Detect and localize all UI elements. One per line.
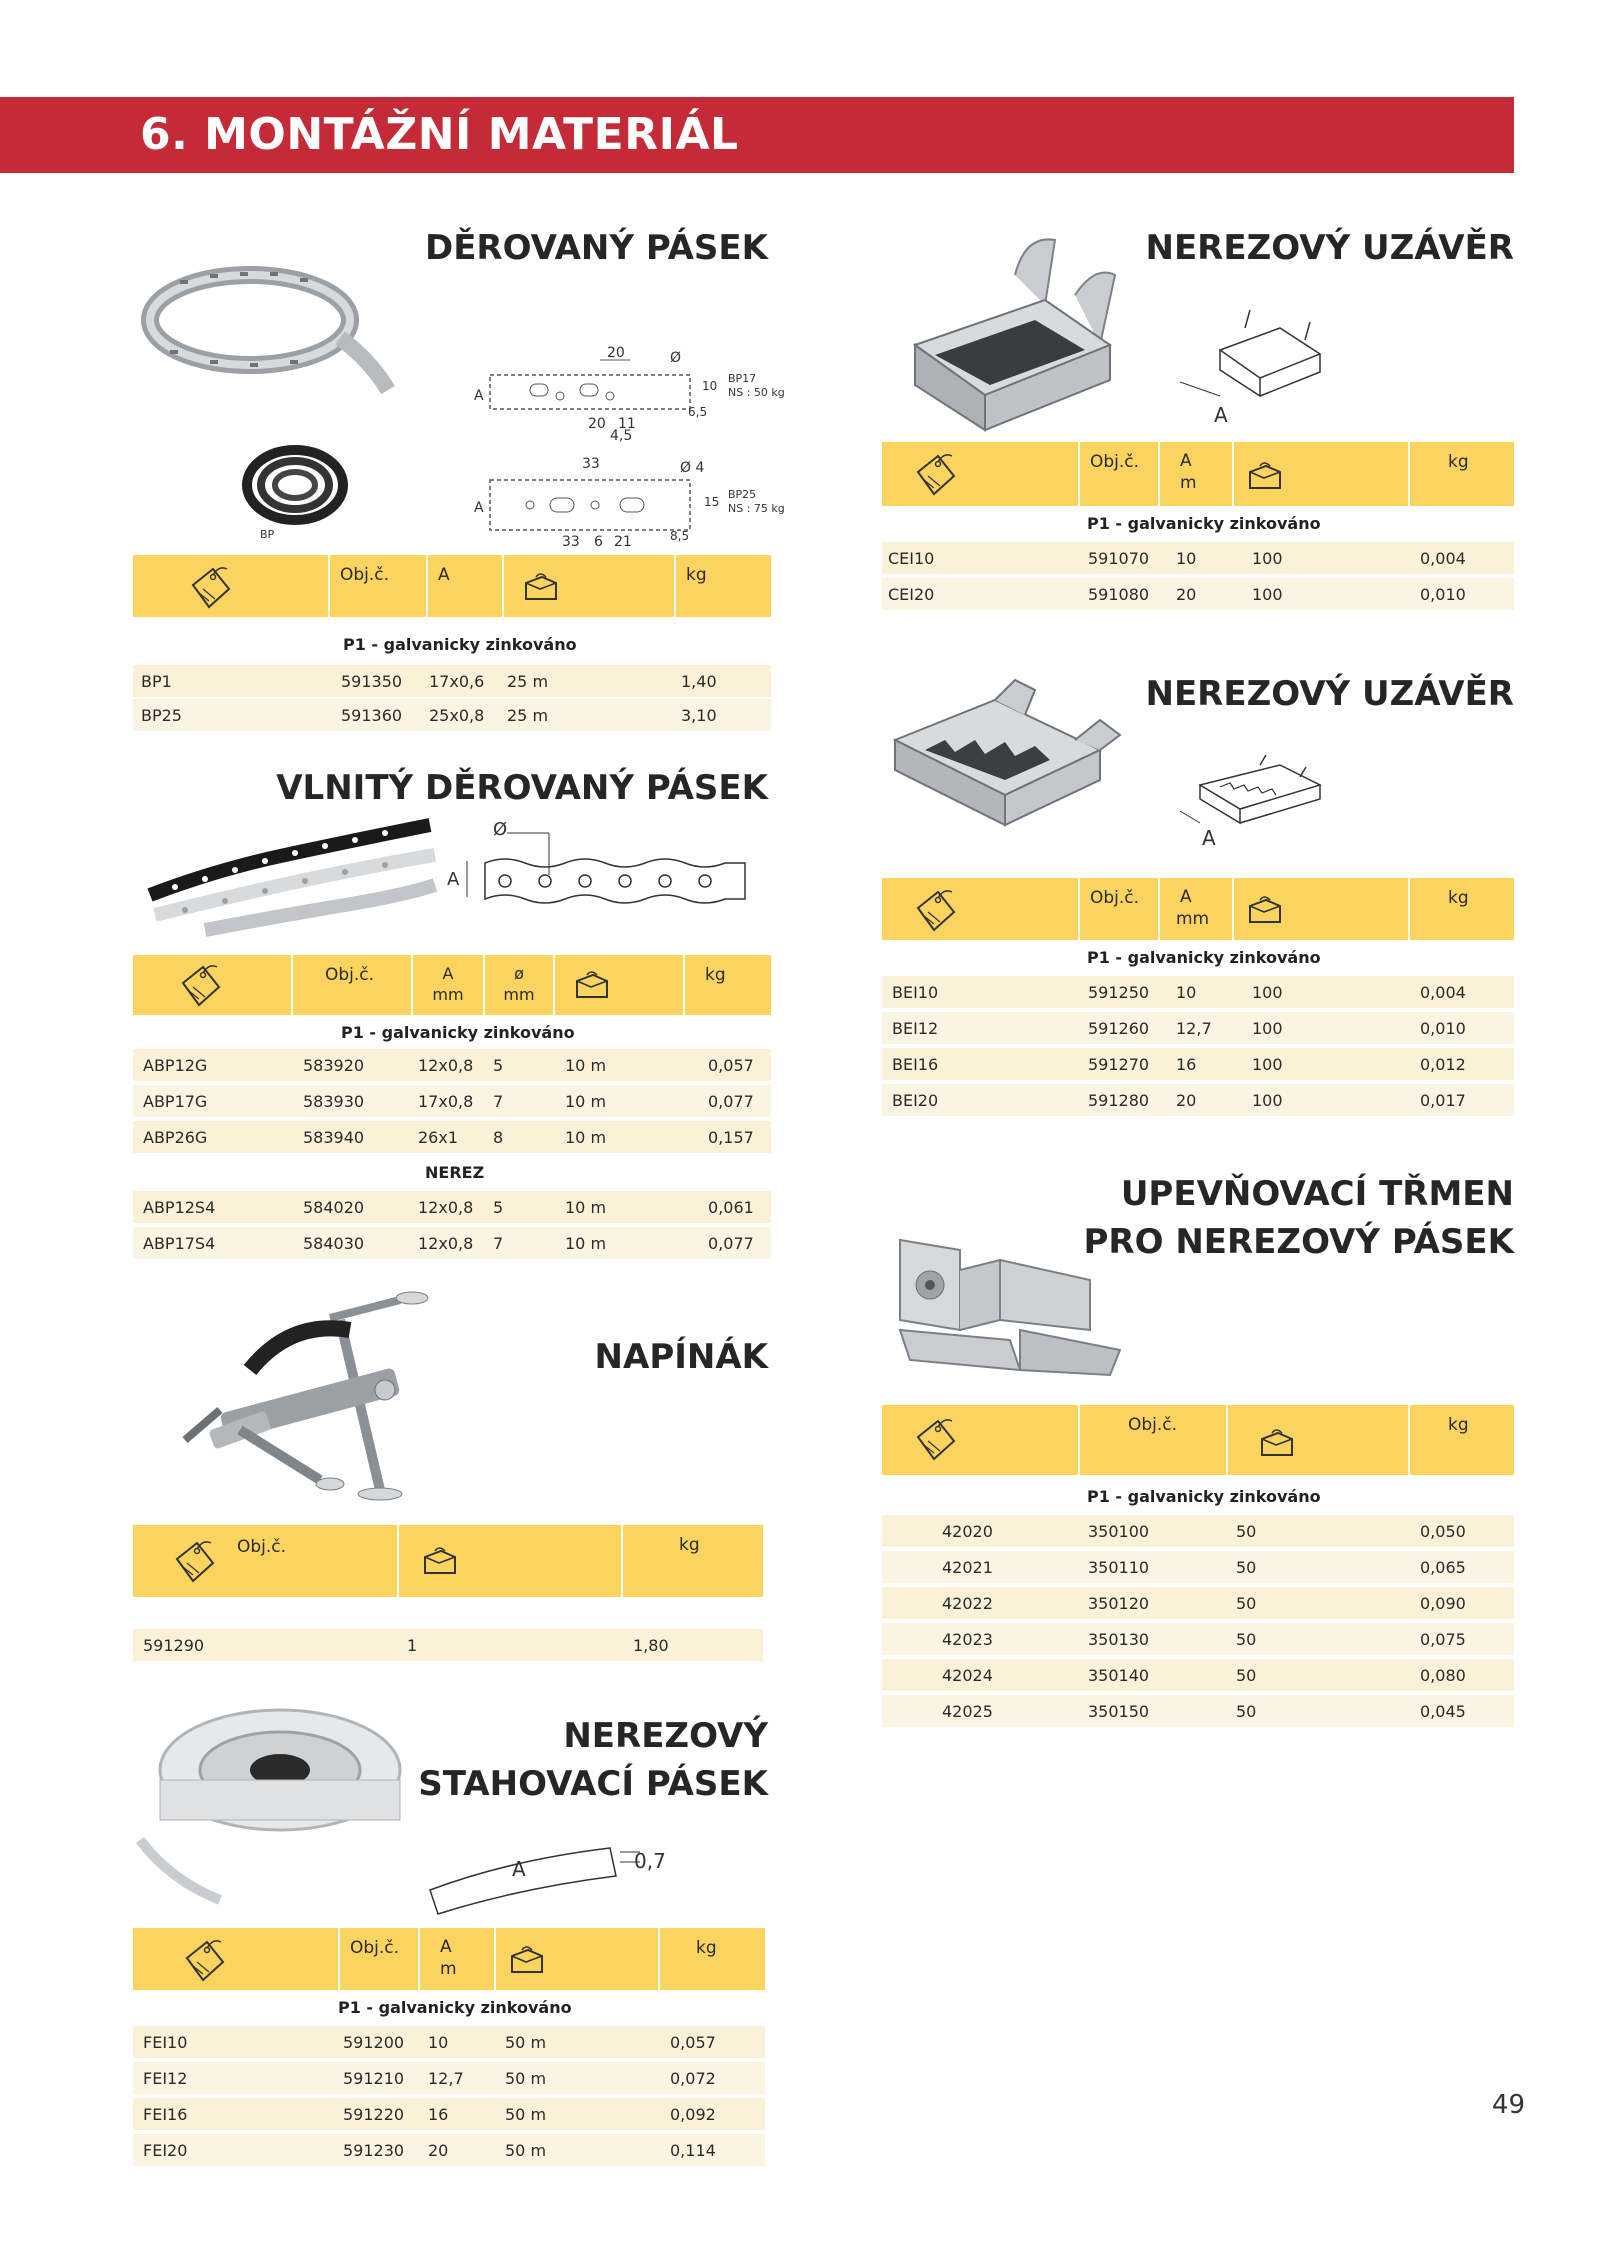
toothed-buckle-image bbox=[885, 680, 1125, 850]
col-a-unit: mm bbox=[1176, 909, 1210, 929]
cell-obj: 591080 bbox=[1088, 585, 1150, 604]
group-label: P1 - galvanicky zinkováno bbox=[341, 1023, 575, 1042]
cell-package: 50 m bbox=[505, 2141, 547, 2160]
cell-obj: 350140 bbox=[1088, 1666, 1150, 1685]
table-row bbox=[882, 974, 1514, 1008]
table-row bbox=[133, 663, 771, 697]
cell-package: 50 m bbox=[505, 2069, 547, 2088]
cell-package: 100 bbox=[1252, 585, 1283, 604]
cell-obj: 591250 bbox=[1088, 983, 1150, 1002]
section-title-fei-line1: NEREZOVÝ bbox=[563, 1716, 768, 1756]
svg-text:20: 20 bbox=[607, 345, 625, 361]
cell-package: 1 bbox=[407, 1636, 418, 1655]
tag-icon bbox=[908, 886, 964, 936]
svg-text:Ø 4: Ø 4 bbox=[680, 460, 705, 476]
cell-obj: 591070 bbox=[1088, 549, 1150, 568]
col-a-unit: mm bbox=[432, 985, 464, 1004]
table-row bbox=[882, 1585, 1514, 1619]
table-row bbox=[133, 1119, 771, 1153]
cell-type: BEI20 bbox=[892, 1091, 939, 1110]
table-row bbox=[882, 1693, 1514, 1727]
cell-obj: 591350 bbox=[341, 672, 403, 691]
cell-a: 12x0,8 bbox=[418, 1198, 474, 1217]
bei-drawing bbox=[1180, 755, 1330, 855]
package-icon bbox=[573, 969, 611, 1001]
cell-a: 16 bbox=[1176, 1055, 1197, 1074]
cell-kg: 1,80 bbox=[633, 1636, 669, 1655]
col-a bbox=[418, 1928, 494, 1990]
cell-diameter: 7 bbox=[493, 1234, 504, 1253]
table-row bbox=[133, 2060, 765, 2094]
cell-diameter: 7 bbox=[493, 1092, 504, 1111]
cell-kg: 0,057 bbox=[708, 1056, 754, 1075]
wavy-perforated-tape-image bbox=[145, 815, 435, 935]
section-title-cei: NEREZOVÝ UZÁVĚR bbox=[1145, 228, 1514, 268]
cell-package: 50 bbox=[1236, 1666, 1257, 1685]
cell-kg: 0,077 bbox=[708, 1092, 754, 1111]
cell-obj: 591270 bbox=[1088, 1055, 1150, 1074]
cell-package: 10 m bbox=[565, 1234, 607, 1253]
package-icon bbox=[1246, 460, 1284, 492]
cell-type: ABP17S4 bbox=[143, 1234, 216, 1253]
package-icon bbox=[1258, 1427, 1296, 1459]
table-row bbox=[882, 1082, 1514, 1116]
cell-package: 10 m bbox=[565, 1198, 607, 1217]
cell-a: 16 bbox=[428, 2105, 449, 2124]
cell-package: 25 m bbox=[507, 706, 549, 725]
cell-package: 50 bbox=[1236, 1630, 1257, 1649]
col-a-label: A bbox=[1180, 451, 1192, 471]
svg-text:8,5: 8,5 bbox=[670, 529, 690, 543]
cell-package: 100 bbox=[1252, 983, 1283, 1002]
cell-type: 42024 bbox=[942, 1666, 993, 1685]
svg-text:A: A bbox=[1202, 826, 1216, 850]
svg-text:Ø: Ø bbox=[670, 350, 682, 366]
tag-icon bbox=[908, 1415, 964, 1465]
col-diameter-unit: mm bbox=[503, 985, 535, 1004]
tag-icon bbox=[908, 450, 964, 500]
svg-text:NS : 50 kg: NS : 50 kg bbox=[728, 386, 785, 399]
cell-obj: 591260 bbox=[1088, 1019, 1150, 1038]
stainless-strap-dispenser-image bbox=[130, 1690, 410, 1920]
cell-a: 25x0,8 bbox=[429, 706, 485, 725]
table-row bbox=[882, 576, 1514, 610]
svg-text:11: 11 bbox=[618, 416, 636, 432]
col-obj-c: Obj.č. bbox=[328, 555, 426, 617]
page-number: 49 bbox=[1491, 2090, 1525, 2120]
col-diameter bbox=[483, 955, 553, 1015]
cell-kg: 0,004 bbox=[1420, 983, 1466, 1002]
package-icon bbox=[1246, 894, 1284, 926]
page-title: 6. MONTÁŽNÍ MATERIÁL bbox=[140, 109, 739, 160]
cell-kg: 0,114 bbox=[670, 2141, 716, 2160]
group-label: P1 - galvanicky zinkováno bbox=[1087, 514, 1321, 533]
fei-table bbox=[133, 1928, 765, 2178]
table-row bbox=[133, 1225, 771, 1259]
strap-drawing bbox=[420, 1830, 680, 1910]
cell-kg: 1,40 bbox=[681, 672, 717, 691]
abp-table bbox=[133, 955, 771, 1265]
tensioner-tool-image bbox=[180, 1290, 500, 1500]
napinak-table bbox=[133, 1525, 763, 1655]
group-label: P1 - galvanicky zinkováno bbox=[343, 635, 577, 654]
section-title-napinak: NAPÍNÁK bbox=[594, 1337, 768, 1377]
cell-type: BEI12 bbox=[892, 1019, 939, 1038]
col-kg: kg bbox=[658, 1928, 765, 1990]
group-label-nerez: NEREZ bbox=[425, 1163, 485, 1182]
svg-text:4,5: 4,5 bbox=[610, 428, 633, 444]
section-banner bbox=[0, 97, 1514, 173]
section-title-trmen-line1: UPEVŇOVACÍ TŘMEN bbox=[1120, 1174, 1514, 1214]
bp25-drawing bbox=[470, 450, 785, 560]
svg-text:NS : 75 kg: NS : 75 kg bbox=[728, 502, 785, 515]
cell-type: CEI10 bbox=[888, 549, 935, 568]
col-package bbox=[502, 555, 674, 617]
table-row bbox=[882, 1513, 1514, 1547]
cell-a: 20 bbox=[1176, 1091, 1197, 1110]
col-obj-c: Obj.č. bbox=[237, 1537, 287, 1557]
cell-type: CEI20 bbox=[888, 585, 935, 604]
cell-kg: 0,080 bbox=[1420, 1666, 1466, 1685]
group-label: P1 - galvanicky zinkováno bbox=[1087, 948, 1321, 967]
cell-obj: 591230 bbox=[343, 2141, 405, 2160]
cell-package: 100 bbox=[1252, 1019, 1283, 1038]
col-obj-c: Obj.č. bbox=[291, 955, 411, 1015]
cell-kg: 0,072 bbox=[670, 2069, 716, 2088]
svg-text:A: A bbox=[447, 869, 460, 890]
cell-obj: 350150 bbox=[1088, 1702, 1150, 1721]
col-kg: kg bbox=[1408, 442, 1514, 506]
cell-kg: 0,045 bbox=[1420, 1702, 1466, 1721]
cell-obj: 591280 bbox=[1088, 1091, 1150, 1110]
section-title-fei-line2: STAHOVACÍ PÁSEK bbox=[418, 1764, 768, 1804]
svg-text:A: A bbox=[474, 500, 484, 516]
tag-icon bbox=[173, 961, 229, 1011]
col-a bbox=[1158, 442, 1232, 506]
abp-drawing bbox=[445, 815, 765, 905]
cell-kg: 0,090 bbox=[1420, 1594, 1466, 1613]
tag-icon bbox=[167, 1537, 223, 1587]
col-a: A bbox=[426, 555, 502, 617]
package-icon bbox=[421, 1545, 459, 1577]
table-row bbox=[882, 1010, 1514, 1044]
cell-type: FEI10 bbox=[143, 2033, 188, 2052]
cell-diameter: 5 bbox=[493, 1056, 504, 1075]
cell-obj: 591200 bbox=[343, 2033, 405, 2052]
cell-kg: 0,010 bbox=[1420, 585, 1466, 604]
svg-text:6: 6 bbox=[594, 534, 603, 550]
table-row bbox=[133, 1627, 763, 1661]
col-a-label: A bbox=[1180, 887, 1192, 907]
cell-obj: 584030 bbox=[303, 1234, 365, 1253]
cell-package: 50 bbox=[1236, 1558, 1257, 1577]
cei-table-header bbox=[882, 442, 1514, 506]
col-obj-c: Obj.č. bbox=[1078, 442, 1158, 506]
group-label: P1 - galvanicky zinkováno bbox=[338, 1998, 572, 2017]
cell-obj: 350120 bbox=[1088, 1594, 1150, 1613]
mounting-bracket-image bbox=[890, 1230, 1130, 1380]
table-row bbox=[133, 1189, 771, 1223]
svg-text:15: 15 bbox=[704, 495, 720, 509]
perforated-tape-coil-image bbox=[240, 440, 350, 540]
tag-icon-cell bbox=[882, 1405, 1078, 1475]
cell-type: 42020 bbox=[942, 1522, 993, 1541]
bp-table bbox=[133, 555, 771, 735]
cell-a: 10 bbox=[428, 2033, 449, 2052]
cell-kg: 0,157 bbox=[708, 1128, 754, 1147]
col-kg: kg bbox=[1408, 1405, 1514, 1475]
svg-text:A: A bbox=[512, 1857, 526, 1881]
cei-drawing bbox=[1170, 310, 1330, 430]
group-label: P1 - galvanicky zinkováno bbox=[1087, 1487, 1321, 1506]
svg-text:A: A bbox=[1214, 403, 1228, 427]
svg-text:20: 20 bbox=[588, 416, 606, 432]
cell-type: 42022 bbox=[942, 1594, 993, 1613]
cei-table bbox=[882, 442, 1514, 612]
svg-text:A: A bbox=[474, 388, 484, 404]
cell-diameter: 8 bbox=[493, 1128, 504, 1147]
svg-text:33: 33 bbox=[582, 456, 600, 472]
trmen-table-header bbox=[882, 1405, 1514, 1475]
section-title-bei: NEREZOVÝ UZÁVĚR bbox=[1145, 674, 1514, 714]
svg-text:21: 21 bbox=[614, 534, 632, 550]
cell-obj: 591360 bbox=[341, 706, 403, 725]
col-package bbox=[553, 955, 683, 1015]
cell-kg: 0,017 bbox=[1420, 1091, 1466, 1110]
col-kg: kg bbox=[1408, 878, 1514, 940]
cell-type: 42025 bbox=[942, 1702, 993, 1721]
svg-text:BP: BP bbox=[260, 528, 275, 541]
svg-text:0,7: 0,7 bbox=[634, 1849, 666, 1873]
table-row bbox=[882, 540, 1514, 574]
col-a-label: A bbox=[440, 1937, 452, 1957]
tag-icon-cell bbox=[882, 878, 1078, 940]
col-package bbox=[1226, 1405, 1408, 1475]
tag-icon-cell bbox=[882, 442, 1078, 506]
cell-obj: 591290 bbox=[143, 1636, 205, 1655]
cell-a: 12,7 bbox=[428, 2069, 464, 2088]
trmen-table bbox=[882, 1405, 1514, 1725]
tag-icon-cell bbox=[133, 555, 328, 617]
table-row bbox=[133, 697, 771, 731]
cell-kg: 0,004 bbox=[1420, 549, 1466, 568]
cell-kg: 0,012 bbox=[1420, 1055, 1466, 1074]
bei-table bbox=[882, 878, 1514, 1118]
package-icon bbox=[522, 571, 560, 603]
table-row bbox=[882, 1046, 1514, 1080]
svg-text:10: 10 bbox=[702, 379, 718, 393]
cell-obj: 350100 bbox=[1088, 1522, 1150, 1541]
cell-type: 42021 bbox=[942, 1558, 993, 1577]
cell-a: 12x0,8 bbox=[418, 1056, 474, 1075]
col-a-unit: m bbox=[1180, 473, 1197, 493]
cell-package: 100 bbox=[1252, 549, 1283, 568]
section-title-bp: DĚROVANÝ PÁSEK bbox=[424, 228, 768, 268]
col-obj-c: Obj.č. bbox=[1078, 878, 1158, 940]
bp-table-header bbox=[133, 555, 771, 617]
table-row bbox=[133, 1083, 771, 1117]
cell-package: 10 m bbox=[565, 1128, 607, 1147]
col-a-label: A bbox=[442, 964, 454, 983]
svg-text:Ø: Ø bbox=[493, 819, 508, 840]
cell-kg: 3,10 bbox=[681, 706, 717, 725]
table-row bbox=[133, 2132, 765, 2166]
cell-type: BP25 bbox=[141, 706, 182, 725]
table-row bbox=[882, 1657, 1514, 1691]
cell-package: 100 bbox=[1252, 1055, 1283, 1074]
cell-type: ABP17G bbox=[143, 1092, 208, 1111]
col-kg: kg bbox=[621, 1525, 763, 1597]
perforated-tape-roll-image bbox=[140, 250, 390, 400]
cell-package: 50 m bbox=[505, 2033, 547, 2052]
cell-a: 10 bbox=[1176, 549, 1197, 568]
col-package bbox=[397, 1525, 621, 1597]
cell-obj: 591210 bbox=[343, 2069, 405, 2088]
cell-kg: 0,077 bbox=[708, 1234, 754, 1253]
col-package bbox=[1232, 878, 1408, 940]
col-obj-c: Obj.č. bbox=[1078, 1405, 1226, 1475]
cell-package: 50 bbox=[1236, 1522, 1257, 1541]
cell-type: 42023 bbox=[942, 1630, 993, 1649]
cell-a: 17x0,6 bbox=[429, 672, 485, 691]
cell-kg: 0,061 bbox=[708, 1198, 754, 1217]
cell-kg: 0,010 bbox=[1420, 1019, 1466, 1038]
table-row bbox=[882, 1621, 1514, 1655]
svg-text:33: 33 bbox=[562, 534, 580, 550]
cell-package: 50 bbox=[1236, 1594, 1257, 1613]
package-icon bbox=[508, 1944, 546, 1976]
stainless-buckle-image bbox=[895, 235, 1135, 435]
table-row bbox=[133, 1047, 771, 1081]
cell-obj: 583920 bbox=[303, 1056, 365, 1075]
cell-type: BEI16 bbox=[892, 1055, 939, 1074]
col-package bbox=[1232, 442, 1408, 506]
cell-type: FEI20 bbox=[143, 2141, 188, 2160]
cell-a: 17x0,8 bbox=[418, 1092, 474, 1111]
cell-package: 50 m bbox=[505, 2105, 547, 2124]
tag-icon-cell bbox=[133, 1928, 338, 1990]
cell-a: 20 bbox=[428, 2141, 449, 2160]
cell-obj: 591220 bbox=[343, 2105, 405, 2124]
cell-package: 25 m bbox=[507, 672, 549, 691]
col-kg: kg bbox=[683, 955, 771, 1015]
tag-icon-cell bbox=[133, 1525, 397, 1597]
cell-kg: 0,075 bbox=[1420, 1630, 1466, 1649]
table-row bbox=[133, 2024, 765, 2058]
bp17-drawing bbox=[470, 340, 785, 444]
cell-a: 26x1 bbox=[418, 1128, 459, 1147]
cell-package: 100 bbox=[1252, 1091, 1283, 1110]
cell-obj: 584020 bbox=[303, 1198, 365, 1217]
cell-obj: 583940 bbox=[303, 1128, 365, 1147]
col-obj-c: Obj.č. bbox=[338, 1928, 418, 1990]
svg-text:BP25: BP25 bbox=[728, 488, 757, 501]
cell-kg: 0,092 bbox=[670, 2105, 716, 2124]
table-row bbox=[882, 1549, 1514, 1583]
cell-package: 10 m bbox=[565, 1092, 607, 1111]
table-row bbox=[133, 2096, 765, 2130]
cell-type: BEI10 bbox=[892, 983, 939, 1002]
tag-icon bbox=[183, 563, 239, 613]
cell-type: FEI12 bbox=[143, 2069, 188, 2088]
cell-a: 10 bbox=[1176, 983, 1197, 1002]
cell-a: 20 bbox=[1176, 585, 1197, 604]
cell-obj: 583930 bbox=[303, 1092, 365, 1111]
abp-table-header bbox=[133, 955, 771, 1015]
cell-type: BP1 bbox=[141, 672, 172, 691]
cell-obj: 350110 bbox=[1088, 1558, 1150, 1577]
cell-kg: 0,057 bbox=[670, 2033, 716, 2052]
cell-type: ABP12S4 bbox=[143, 1198, 216, 1217]
svg-text:6,5: 6,5 bbox=[688, 405, 708, 419]
cell-type: FEI16 bbox=[143, 2105, 188, 2124]
napinak-table-header bbox=[133, 1525, 763, 1597]
cell-type: ABP26G bbox=[143, 1128, 208, 1147]
fei-table-header bbox=[133, 1928, 765, 1990]
cell-kg: 0,050 bbox=[1420, 1522, 1466, 1541]
tag-icon-cell bbox=[133, 955, 291, 1015]
svg-text:BP17: BP17 bbox=[728, 372, 757, 385]
cell-kg: 0,065 bbox=[1420, 1558, 1466, 1577]
section-title-abp: VLNITÝ DĚROVANÝ PÁSEK bbox=[276, 768, 768, 808]
col-a bbox=[411, 955, 483, 1015]
col-a-unit: m bbox=[440, 1959, 457, 1979]
col-kg: kg bbox=[674, 555, 771, 617]
cell-type: ABP12G bbox=[143, 1056, 208, 1075]
cell-package: 10 m bbox=[565, 1056, 607, 1075]
col-a bbox=[1158, 878, 1232, 940]
cell-diameter: 5 bbox=[493, 1198, 504, 1217]
cell-a: 12x0,8 bbox=[418, 1234, 474, 1253]
cell-obj: 350130 bbox=[1088, 1630, 1150, 1649]
bei-table-header bbox=[882, 878, 1514, 940]
col-diameter-label: ø bbox=[514, 964, 524, 983]
cell-package: 50 bbox=[1236, 1702, 1257, 1721]
section-title-trmen-line2: PRO NEREZOVÝ PÁSEK bbox=[1083, 1222, 1514, 1262]
tag-icon bbox=[177, 1936, 233, 1986]
cell-a: 12,7 bbox=[1176, 1019, 1212, 1038]
col-package bbox=[494, 1928, 658, 1990]
